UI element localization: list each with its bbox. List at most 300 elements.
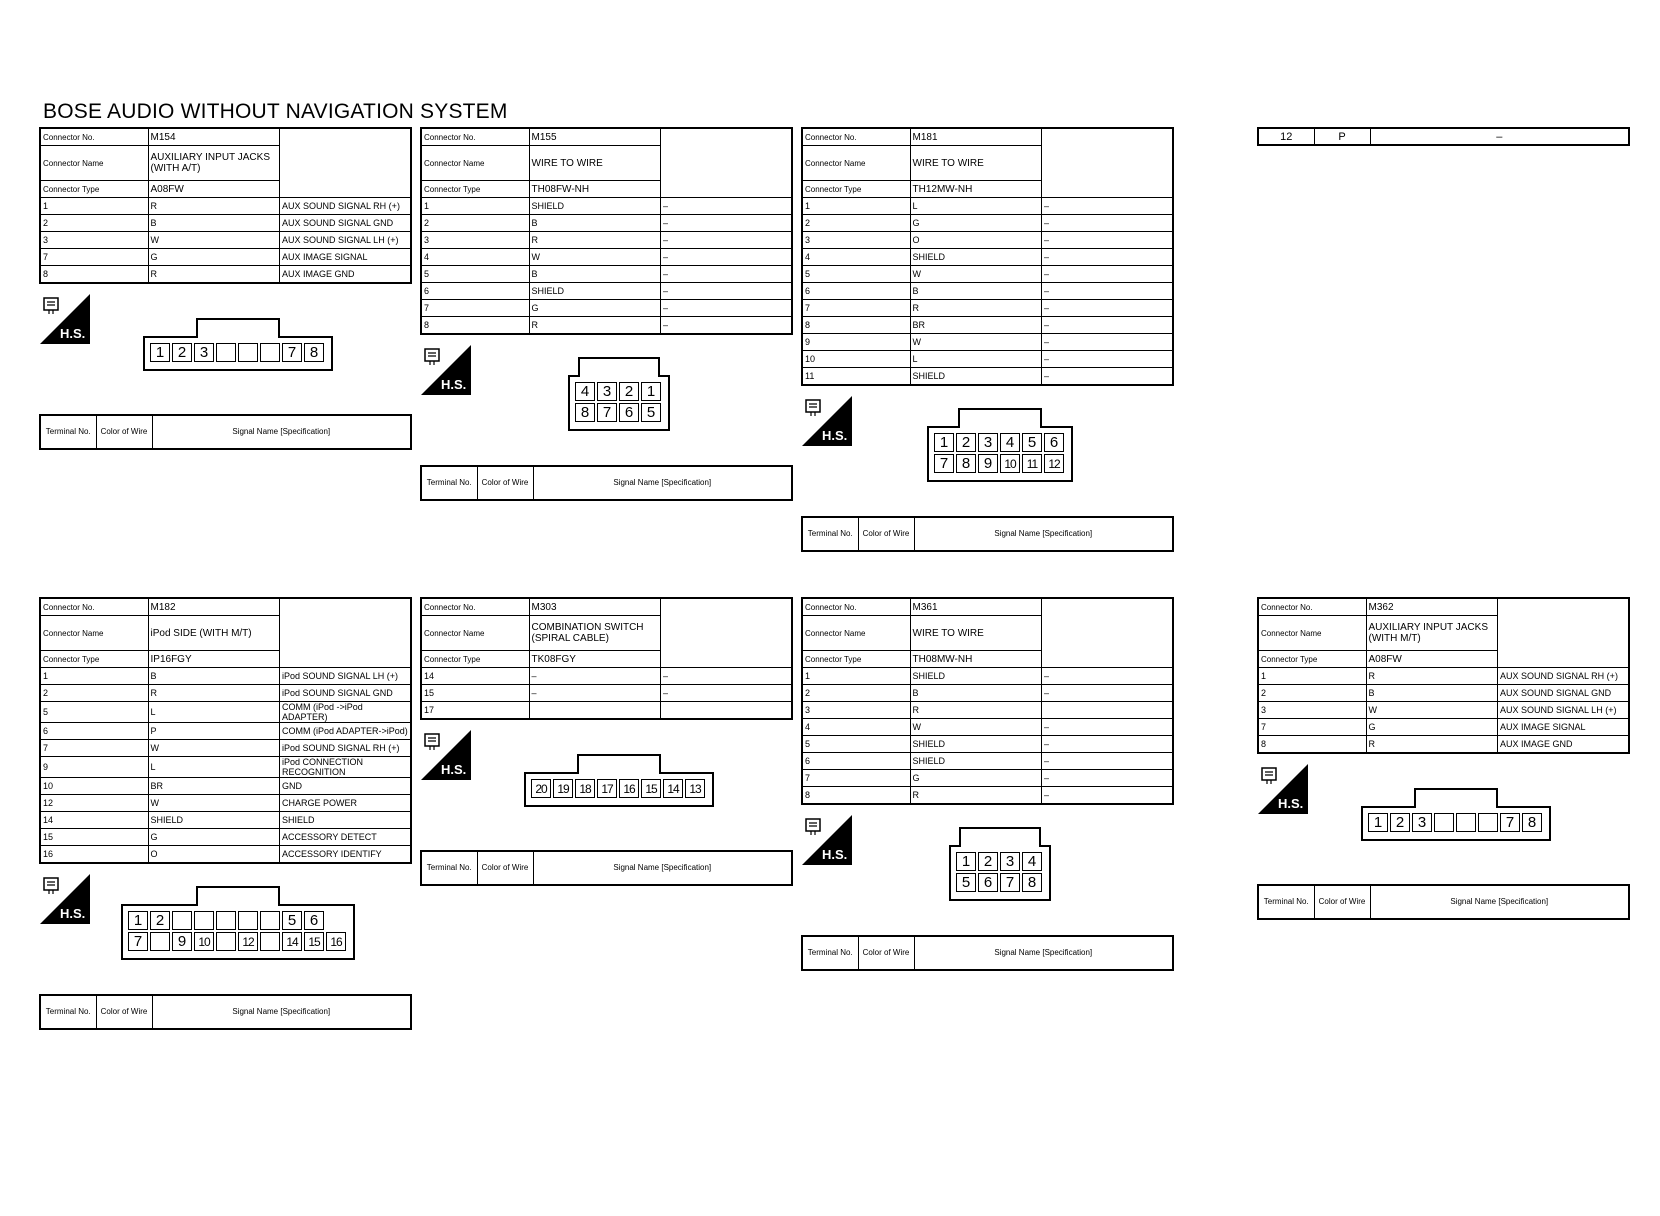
connector-pin [260, 932, 280, 951]
wire-color: G [910, 770, 1042, 787]
svg-text:H.S.: H.S. [822, 428, 848, 443]
signal-name: AUX IMAGE SIGNAL [280, 249, 412, 266]
signal-name: – [1042, 198, 1174, 215]
terminal-no: 17 [421, 702, 529, 720]
wire-color: SHIELD [148, 812, 280, 829]
terminal-no: 2 [40, 215, 148, 232]
signal-name: AUX SOUND SIGNAL GND [280, 215, 412, 232]
connector-pin: 16 [326, 932, 346, 951]
connector-pin [1478, 813, 1498, 832]
wire-color: R [910, 702, 1042, 719]
connector-diagram [1257, 754, 1630, 884]
signal-name: – [1042, 719, 1174, 736]
terminal-table [420, 850, 793, 886]
table-row [40, 685, 411, 702]
signal-name: COMM (iPod ADAPTER->iPod) [280, 723, 412, 740]
signal-name: – [1042, 215, 1174, 232]
table-row [802, 736, 1173, 753]
signal-name: iPod SOUND SIGNAL LH (+) [280, 668, 412, 685]
terminal-no: 9 [40, 757, 148, 778]
connector-pin: 15 [304, 932, 324, 951]
wire-color: R [1366, 736, 1498, 754]
connector-info-table [1257, 597, 1630, 754]
terminal-no: 1 [1258, 668, 1366, 685]
wire-color-header: Color of Wire [96, 995, 152, 1029]
harness-side-icon [40, 874, 90, 924]
table-row [40, 702, 411, 723]
table-row [1258, 702, 1629, 719]
connector-name-label: Connector Name [1258, 616, 1366, 651]
connector-pin: 8 [1522, 813, 1542, 832]
table-row [40, 757, 411, 778]
connector-pin: 7 [1500, 813, 1520, 832]
connector-type-label: Connector Type [40, 181, 148, 198]
connector-no: M182 [148, 598, 280, 616]
wire-color: B [148, 215, 280, 232]
connector-type: IP16FGY [148, 651, 280, 668]
wire-color: – [529, 668, 661, 685]
svg-text:H.S.: H.S. [1278, 796, 1304, 811]
wire-color: W [529, 249, 661, 266]
terminal-no: 2 [802, 685, 910, 702]
connector-pin: 3 [1412, 813, 1432, 832]
wire-color: O [148, 846, 280, 864]
wire-color-header: Color of Wire [858, 936, 914, 970]
connector-pin: 15 [641, 779, 661, 798]
wire-color: R [148, 198, 280, 215]
terminal-table [39, 414, 412, 450]
terminal-no: 15 [40, 829, 148, 846]
terminal-no: 1 [40, 668, 148, 685]
connector-pin: 8 [956, 454, 976, 473]
svg-text:H.S.: H.S. [60, 326, 86, 341]
table-row [421, 685, 792, 702]
terminal-no: 7 [40, 249, 148, 266]
wire-color: G [1366, 719, 1498, 736]
connector-housing [927, 426, 1073, 482]
signal-name: – [661, 249, 793, 266]
table-row [802, 334, 1173, 351]
table-row [421, 266, 792, 283]
signal-name: – [1042, 736, 1174, 753]
terminal-table [1257, 884, 1630, 920]
connector-type: A08FW [1366, 651, 1498, 668]
connector-pin: 1 [956, 852, 976, 871]
connector-pin: 1 [128, 911, 148, 930]
connector-diagram [420, 720, 793, 850]
connector-pin [216, 911, 236, 930]
connector-lock-tab [959, 827, 1041, 847]
connector-no: M181 [910, 128, 1042, 146]
terminal-no: 11 [802, 368, 910, 386]
signal-name: – [661, 317, 793, 335]
svg-text:H.S.: H.S. [822, 847, 848, 862]
table-row [40, 215, 411, 232]
table-row [802, 266, 1173, 283]
wire-color: G [148, 829, 280, 846]
table-row [802, 300, 1173, 317]
terminal-no: 2 [802, 215, 910, 232]
terminal-no: 16 [40, 846, 148, 864]
connector-housing [121, 904, 355, 960]
terminal-no: 12 [1258, 128, 1314, 145]
connector-pin [1456, 813, 1476, 832]
connector-type: TH12MW-NH [910, 181, 1042, 198]
connector-pin [238, 343, 258, 362]
connector-pin [260, 911, 280, 930]
wire-color: BR [910, 317, 1042, 334]
signal-name: – [1042, 266, 1174, 283]
signal-name: – [661, 668, 793, 685]
wire-color: B [1366, 685, 1498, 702]
table-row [421, 283, 792, 300]
signal-name: GND [280, 778, 412, 795]
connector-pin: 6 [619, 403, 639, 422]
terminal-no: 8 [40, 266, 148, 284]
signal-name-header: Signal Name [Specification] [152, 415, 411, 449]
connector-name-label: Connector Name [40, 146, 148, 181]
signal-name-header: Signal Name [Specification] [533, 851, 792, 885]
connector-pin: 6 [1044, 433, 1064, 452]
connector-no: M155 [529, 128, 661, 146]
terminal-no: 6 [802, 753, 910, 770]
terminal-no-header: Terminal No. [40, 415, 96, 449]
connector-pin: 19 [553, 779, 573, 798]
table-row [421, 232, 792, 249]
connector-block [420, 127, 793, 501]
signal-name: AUX SOUND SIGNAL LH (+) [1498, 702, 1630, 719]
connector-block [420, 597, 793, 886]
wire-color: W [1366, 702, 1498, 719]
connector-pin: 2 [172, 343, 192, 362]
terminal-no: 7 [40, 740, 148, 757]
terminal-no: 4 [802, 719, 910, 736]
connector-pin [172, 911, 192, 930]
signal-name: iPod SOUND SIGNAL RH (+) [280, 740, 412, 757]
connector-pin: 17 [597, 779, 617, 798]
signal-name-header: Signal Name [Specification] [914, 936, 1173, 970]
connector-pin: 16 [619, 779, 639, 798]
terminal-no: 8 [1258, 736, 1366, 754]
table-row [802, 249, 1173, 266]
table-row [802, 719, 1173, 736]
connector-info-table [801, 127, 1174, 386]
table-row [40, 198, 411, 215]
connector-pin: 5 [282, 911, 302, 930]
signal-name: AUX IMAGE SIGNAL [1498, 719, 1630, 736]
signal-name: iPod CONNECTION RECOGNITION [280, 757, 412, 778]
table-row [40, 795, 411, 812]
signal-name: – [1370, 128, 1629, 145]
signal-name: iPod SOUND SIGNAL GND [280, 685, 412, 702]
signal-name: – [1042, 351, 1174, 368]
terminal-no: 7 [421, 300, 529, 317]
connector-diagram [39, 284, 412, 414]
wire-color: R [148, 685, 280, 702]
connector-name: WIRE TO WIRE [910, 616, 1042, 651]
signal-name: – [1042, 334, 1174, 351]
table-row [802, 685, 1173, 702]
connector-name: AUXILIARY INPUT JACKS (WITH M/T) [1366, 616, 1498, 651]
terminal-no: 5 [802, 266, 910, 283]
wire-color: W [148, 232, 280, 249]
table-row [802, 368, 1173, 386]
signal-name-header: Signal Name [Specification] [1370, 885, 1629, 919]
wire-color: W [148, 795, 280, 812]
connector-name-label: Connector Name [421, 616, 529, 651]
wire-color: R [148, 266, 280, 284]
signal-name: AUX SOUND SIGNAL RH (+) [280, 198, 412, 215]
connector-pin: 9 [978, 454, 998, 473]
signal-name [1042, 702, 1174, 719]
table-row [802, 753, 1173, 770]
terminal-no: 3 [1258, 702, 1366, 719]
terminal-no: 1 [421, 198, 529, 215]
terminal-no: 6 [421, 283, 529, 300]
wire-color: G [148, 249, 280, 266]
terminal-no: 12 [40, 795, 148, 812]
harness-side-icon [802, 815, 852, 865]
terminal-no: 5 [40, 702, 148, 723]
wire-color: O [910, 232, 1042, 249]
signal-name: – [1042, 283, 1174, 300]
page-title: BOSE AUDIO WITHOUT NAVIGATION SYSTEM [43, 100, 508, 123]
signal-name: – [661, 300, 793, 317]
signal-name: AUX SOUND SIGNAL GND [1498, 685, 1630, 702]
terminal-no: 15 [421, 685, 529, 702]
connector-pin: 7 [282, 343, 302, 362]
harness-side-icon [421, 345, 471, 395]
connector-pin: 2 [1390, 813, 1410, 832]
terminal-no: 4 [421, 249, 529, 266]
signal-name: – [1042, 232, 1174, 249]
svg-text:H.S.: H.S. [60, 906, 86, 921]
table-row [40, 723, 411, 740]
table-row [421, 215, 792, 232]
wire-color: L [148, 757, 280, 778]
terminal-no: 5 [421, 266, 529, 283]
table-row [802, 787, 1173, 805]
connector-type-label: Connector Type [1258, 651, 1366, 668]
wire-color: G [910, 215, 1042, 232]
table-row [802, 770, 1173, 787]
signal-name: – [1042, 753, 1174, 770]
signal-name: – [661, 198, 793, 215]
connector-pin [216, 932, 236, 951]
signal-name [661, 702, 793, 720]
connector-lock-tab [196, 318, 280, 338]
connector-name-label: Connector Name [802, 616, 910, 651]
wire-color-header: Color of Wire [1314, 885, 1370, 919]
terminal-no: 1 [802, 198, 910, 215]
signal-name: – [1042, 368, 1174, 386]
connector-pin: 11 [1022, 454, 1042, 473]
connector-no: M303 [529, 598, 661, 616]
wire-color-header: Color of Wire [477, 851, 533, 885]
terminal-no: 8 [802, 317, 910, 334]
connector-pin [150, 932, 170, 951]
signal-name: SHIELD [280, 812, 412, 829]
wire-color: G [529, 300, 661, 317]
connector-pin: 18 [575, 779, 595, 798]
connector-pin: 7 [934, 454, 954, 473]
table-row [40, 249, 411, 266]
connector-housing [143, 336, 333, 371]
terminal-no: 7 [1258, 719, 1366, 736]
signal-name: CHARGE POWER [280, 795, 412, 812]
signal-name: COMM (iPod ->iPod ADAPTER) [280, 702, 412, 723]
table-row [40, 232, 411, 249]
terminal-no: 10 [802, 351, 910, 368]
signal-name: – [661, 283, 793, 300]
terminal-no: 1 [802, 668, 910, 685]
connector-name-label: Connector Name [421, 146, 529, 181]
connector-pin: 3 [194, 343, 214, 362]
signal-name: ACCESSORY DETECT [280, 829, 412, 846]
terminal-no: 3 [421, 232, 529, 249]
connector-housing [949, 845, 1051, 901]
connector-lock-tab [578, 357, 660, 377]
connector-no: M361 [910, 598, 1042, 616]
wire-color: L [910, 198, 1042, 215]
table-row [40, 829, 411, 846]
connector-pin: 2 [150, 911, 170, 930]
wire-color: P [1314, 128, 1370, 145]
terminal-no: 6 [802, 283, 910, 300]
connector-pin: 12 [1044, 454, 1064, 473]
connector-pin: 1 [150, 343, 170, 362]
table-row [40, 846, 411, 864]
terminal-no: 14 [40, 812, 148, 829]
svg-text:H.S.: H.S. [441, 762, 467, 777]
connector-pin: 2 [978, 852, 998, 871]
signal-name: ACCESSORY IDENTIFY [280, 846, 412, 864]
terminal-no: 10 [40, 778, 148, 795]
connector-lock-tab [1414, 788, 1498, 808]
terminal-no: 6 [40, 723, 148, 740]
connector-no-label: Connector No. [802, 598, 910, 616]
connector-pin: 2 [619, 382, 639, 401]
terminal-no-header: Terminal No. [1258, 885, 1314, 919]
table-row [802, 283, 1173, 300]
connector-diagram [39, 864, 412, 994]
table-row [1258, 736, 1629, 754]
signal-name: – [1042, 249, 1174, 266]
signal-name: – [1042, 685, 1174, 702]
connector-name: WIRE TO WIRE [910, 146, 1042, 181]
terminal-no: 8 [421, 317, 529, 335]
connector-lock-tab [958, 408, 1042, 428]
connector-pin: 8 [575, 403, 595, 422]
connector-info-table [39, 127, 412, 284]
harness-side-icon [421, 730, 471, 780]
connector-pin: 1 [641, 382, 661, 401]
signal-name: – [661, 266, 793, 283]
connector-block [39, 597, 412, 1030]
connector-pin [238, 911, 258, 930]
connector-no: M154 [148, 128, 280, 146]
wire-color: R [529, 232, 661, 249]
connector-pin [260, 343, 280, 362]
terminal-no: 9 [802, 334, 910, 351]
connector-type-label: Connector Type [802, 181, 910, 198]
wire-color: R [910, 300, 1042, 317]
signal-name: – [1042, 668, 1174, 685]
wire-color: B [148, 668, 280, 685]
connector-no-label: Connector No. [40, 598, 148, 616]
connector-pin: 14 [282, 932, 302, 951]
connector-info-table [420, 597, 793, 720]
connector-pin: 5 [1022, 433, 1042, 452]
wire-color: – [529, 685, 661, 702]
connector-type: A08FW [148, 181, 280, 198]
connector-no-label: Connector No. [1258, 598, 1366, 616]
table-row [40, 740, 411, 757]
signal-name: – [661, 232, 793, 249]
terminal-table [801, 516, 1174, 552]
terminal-no-header: Terminal No. [421, 851, 477, 885]
connector-block [39, 127, 412, 450]
wire-color: SHIELD [529, 198, 661, 215]
connector-block [801, 597, 1174, 971]
connector-pin: 7 [597, 403, 617, 422]
connector-no: M362 [1366, 598, 1498, 616]
wire-color: SHIELD [910, 753, 1042, 770]
terminal-no: 2 [40, 685, 148, 702]
connector-diagram [801, 805, 1174, 935]
connector-type: TK08FGY [529, 651, 661, 668]
wire-color-header: Color of Wire [96, 415, 152, 449]
table-row [421, 249, 792, 266]
table-row [421, 300, 792, 317]
connector-lock-tab [577, 754, 661, 774]
wire-color: W [910, 334, 1042, 351]
wire-color: P [148, 723, 280, 740]
connector-pin: 5 [641, 403, 661, 422]
terminal-no: 1 [40, 198, 148, 215]
terminal-no-header: Terminal No. [802, 517, 858, 551]
wire-color [529, 702, 661, 720]
connector-pin: 8 [304, 343, 324, 362]
harness-side-icon [1258, 764, 1308, 814]
wire-color: SHIELD [529, 283, 661, 300]
terminal-table [420, 465, 793, 501]
wire-color: SHIELD [910, 368, 1042, 386]
terminal-no: 4 [802, 249, 910, 266]
connector-name: WIRE TO WIRE [529, 146, 661, 181]
terminal-no: 2 [1258, 685, 1366, 702]
connector-diagram [801, 386, 1174, 516]
signal-name-header: Signal Name [Specification] [914, 517, 1173, 551]
signal-name: AUX SOUND SIGNAL LH (+) [280, 232, 412, 249]
connector-pin: 12 [238, 932, 258, 951]
wire-color-header: Color of Wire [858, 517, 914, 551]
table-row [421, 317, 792, 335]
connector-housing [568, 375, 670, 431]
connector-lock-tab [196, 886, 280, 906]
table-row [421, 668, 792, 685]
signal-name: – [661, 685, 793, 702]
connector-name: iPod SIDE (WITH M/T) [148, 616, 280, 651]
terminal-table [39, 994, 412, 1030]
wire-color: SHIELD [910, 668, 1042, 685]
connector-pin: 3 [597, 382, 617, 401]
table-row [40, 778, 411, 795]
continuation-table [1257, 127, 1630, 146]
wire-color: W [910, 719, 1042, 736]
connector-pin [194, 911, 214, 930]
table-row [802, 215, 1173, 232]
